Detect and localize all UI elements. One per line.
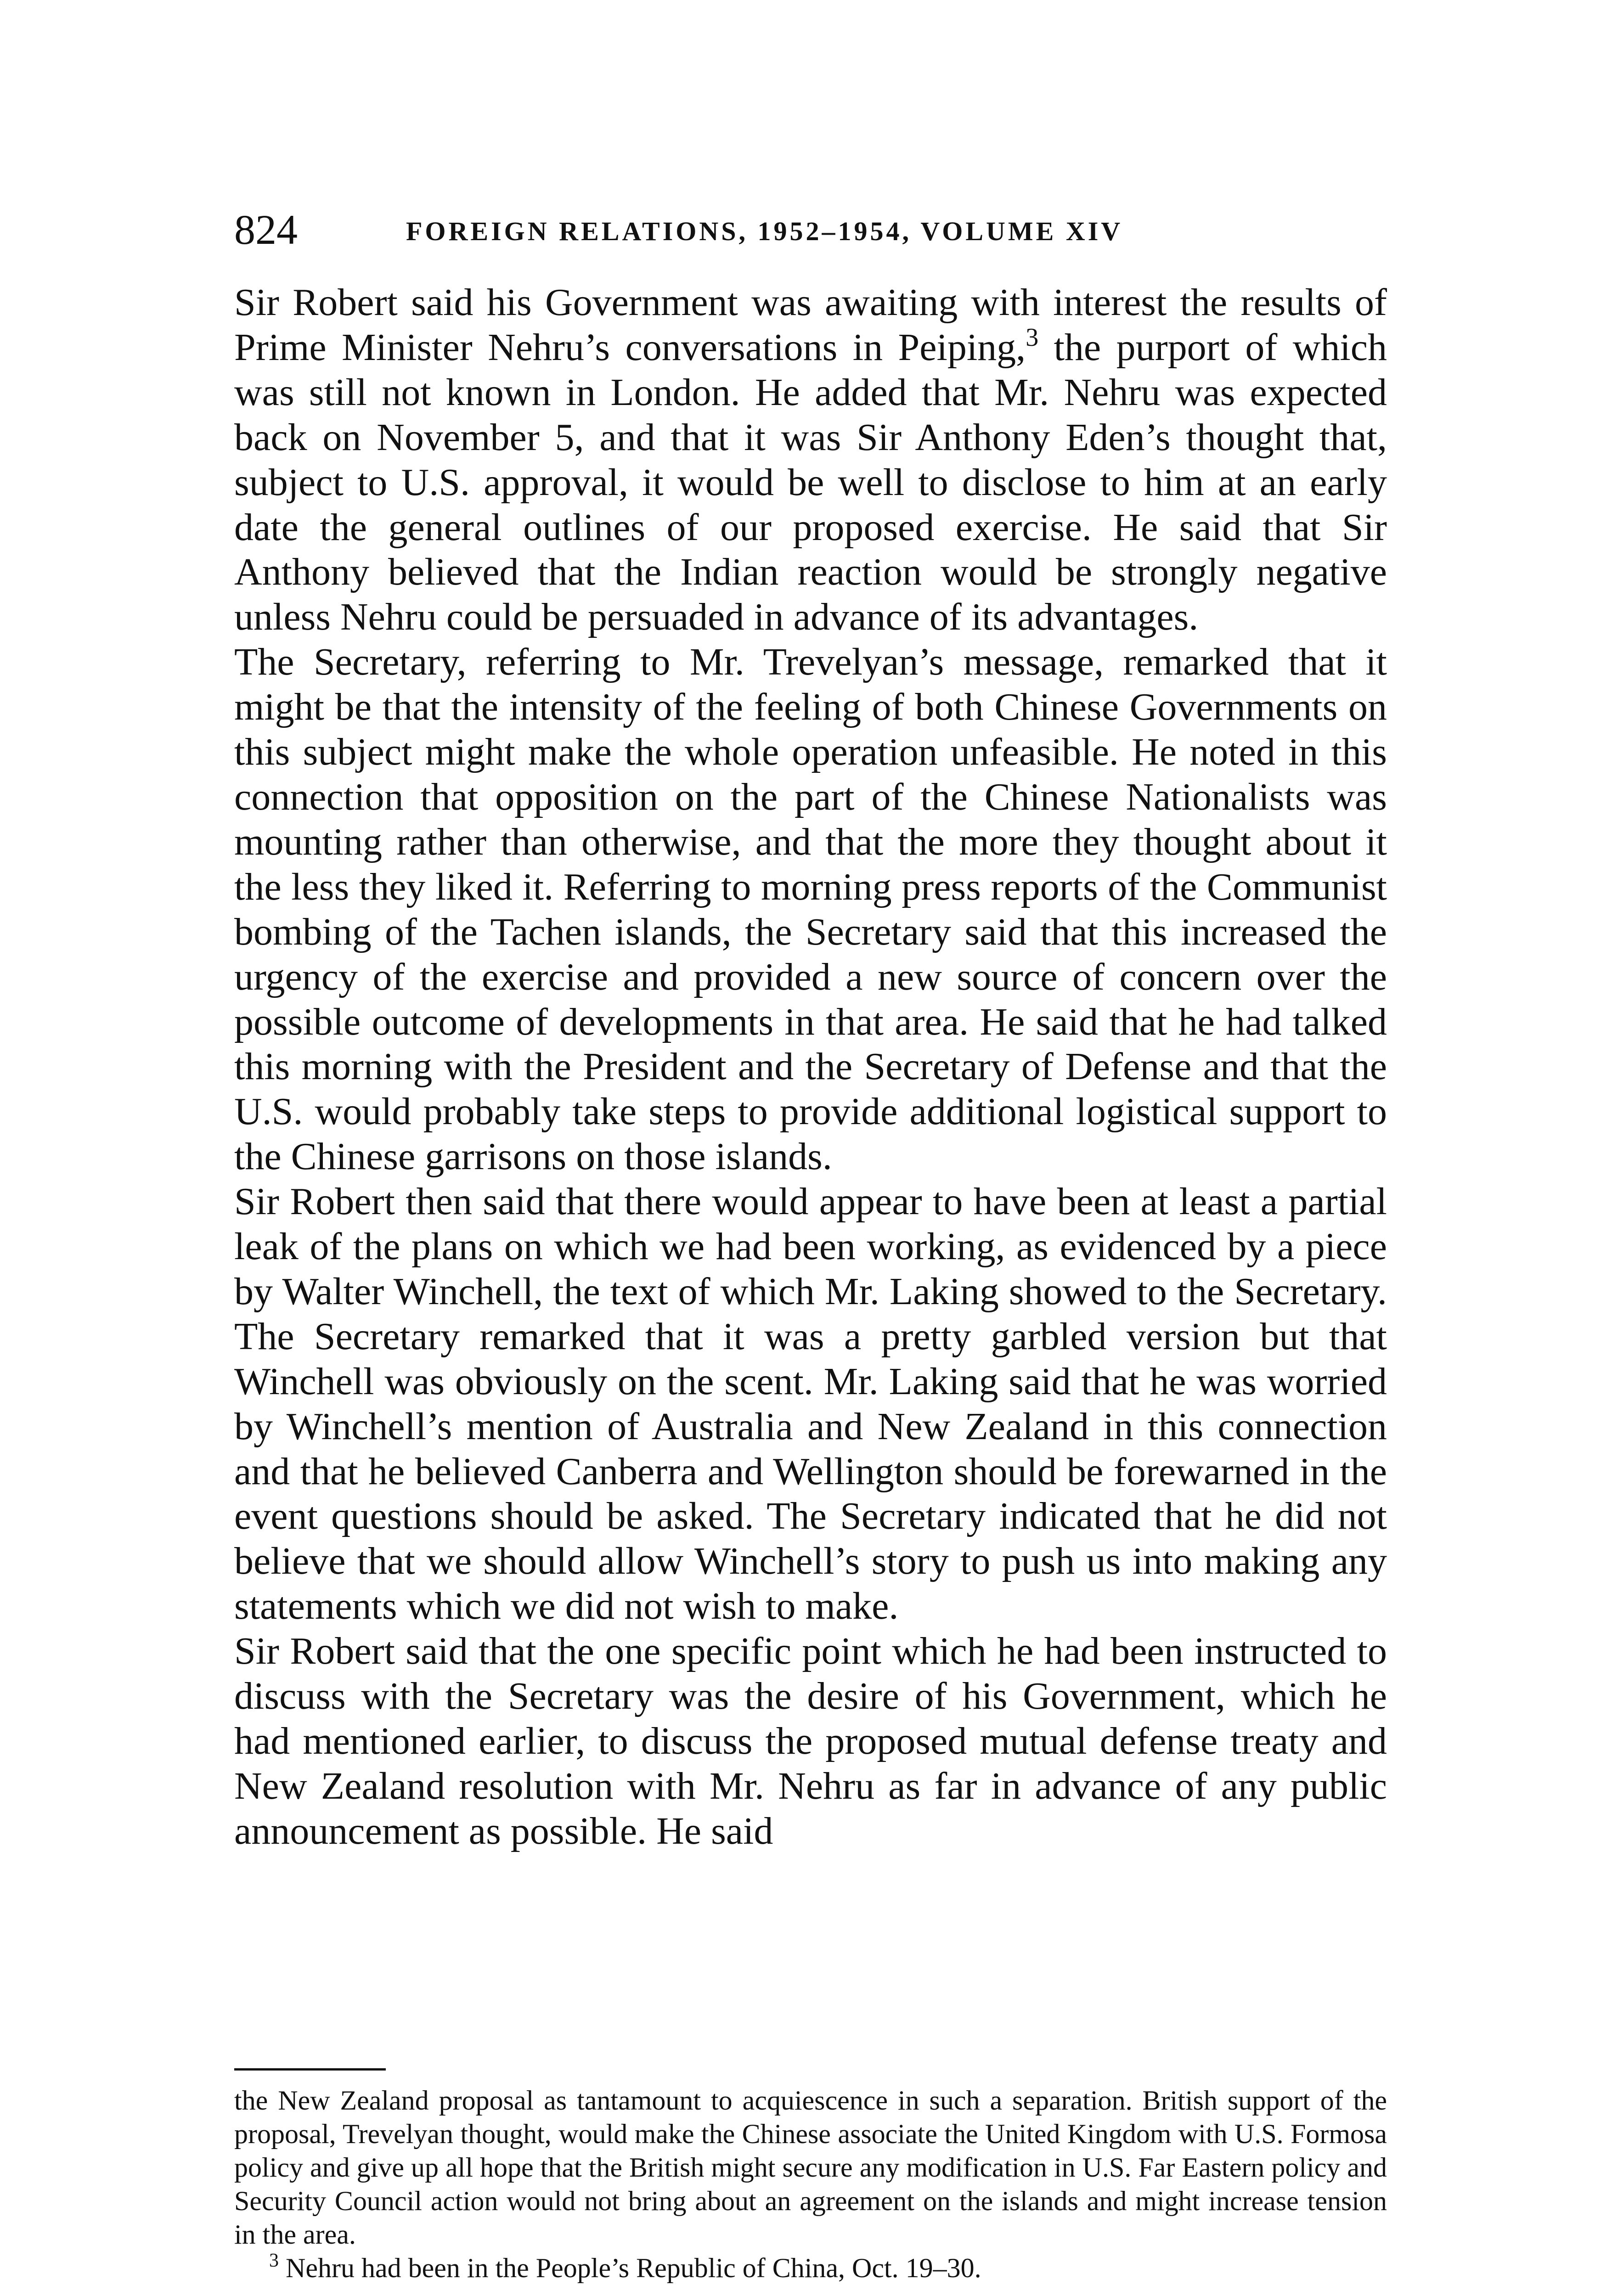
paragraph-2: The Secretary, referring to Mr. Trevelyan’s message, remarked that it might be that the intensity of the feeling of both Chinese Governments on this subject might make the whole operation unfeasible. He noted in this connection that opposition on the part of the Chinese Nationalists was mounting rather than otherwise, and that the more they thought about it the less they liked it. Referring to morning press reports of the Communist bombing of the Tachen islands, the Secretary said that this increased the urgency of the exercise and provided a new source of concern over the possible outcome of developments in that area. He said that he had talked this morning with the President and the Secretary of Defense and that the U.S. would probably take steps to provide additional logistical support to the Chinese garrisons on those islands.	[234, 641, 1387, 1178]
footnote-3-text: Nehru had been in the People’s Republic of China, Oct. 19–30.	[279, 2253, 981, 2283]
footnote-reference-3[interactable]: 3	[1026, 323, 1039, 352]
footnote-continuation: the New Zealand proposal as tantamount to acquiescence in such a separation. British support of the proposal, Trevelyan thought, would make the Chinese associate the United Kingdom with U.S. Formosa policy and give up all hope that the British might secure any modification in U.S. Far Eastern policy and Security Council action would not bring about an agreement on the islands and might increase tension in the area.	[234, 2085, 1387, 2250]
body-text	[234, 280, 1387, 1854]
paragraph-1	[234, 280, 1387, 640]
footnote-3	[234, 2251, 1387, 2285]
running-title: FOREIGN RELATIONS, 1952–1954, VOLUME XIV	[406, 216, 1123, 246]
paragraph-1-text-continued: the purport of which was still not known in London. He added that Mr. Nehru was expected back on November 5, and that it was Sir Anthony Eden’s thought that, subject to U.S. approval, it would be well to disclose to him at an early date the general outlines of our proposed exercise. He said that Sir Anthony believed that the Indian reaction would be strongly negative unless Nehru could be persuaded in advance of its advantages.	[234, 326, 1387, 639]
page-header	[234, 202, 1392, 257]
footnote-divider	[234, 2068, 386, 2071]
footnotes	[234, 2084, 1387, 2285]
paragraph-4: Sir Robert said that the one specific point which he had been instructed to discuss with the Secretary was the desire of his Government, which he had mentioned earlier, to discuss the proposed mutual defense treaty and New Zealand resolution with Mr. Nehru as far in advance of any public announcement as possible. He said	[234, 1630, 1387, 1852]
paragraph-3: Sir Robert then said that there would appear to have been at least a partial leak of the plans on which we had been working, as evidenced by a piece by Walter Winchell, the text of which Mr. Laking showed to the Secretary. The Secretary remarked that it was a pretty garbled version but that Winchell was obviously on the scent. Mr. Laking said that he was worried by Winchell’s mention of Australia and New Zealand in this connection and that he believed Canberra and Wellington should be forewarned in the event questions should be asked. The Secretary indicated that he did not believe that we should allow Winchell’s story to push us into making any statements which we did not wish to make.	[234, 1180, 1387, 1628]
paragraph-1-text: Sir Robert said his Government was awaiting with interest the results of Prime Minister Nehru’s conversations in Peiping,	[234, 281, 1387, 369]
page-number: 824	[234, 206, 298, 253]
footnote-3-marker: 3	[269, 2250, 279, 2271]
